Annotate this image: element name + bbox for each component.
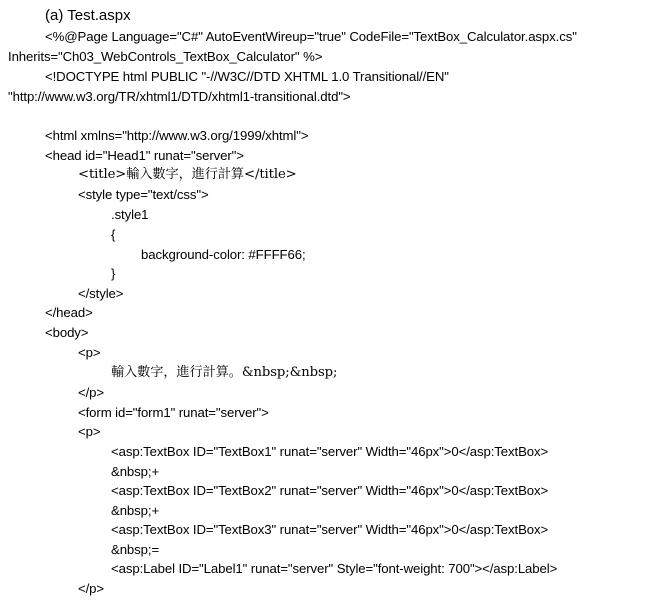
code-line-p-close-2: </p> xyxy=(78,581,105,596)
code-line-form-open: <form id="form1" runat="server"> xyxy=(78,405,269,420)
code-line-textbox2: <asp:TextBox ID="TextBox2" runat="server" Width="46px">0</asp:TextBox> xyxy=(111,483,549,498)
code-line-textbox3: <asp:TextBox ID="TextBox3" runat="server" Width="46px">0</asp:TextBox> xyxy=(111,522,549,537)
code-line-head-open: <head id="Head1" runat="server"> xyxy=(45,148,244,163)
code-line-title: <title>輸入數字，進行計算</title> xyxy=(78,167,297,182)
code-line-label1: <asp:Label ID="Label1" runat="server" Style="font-weight: 700"></asp:Label> xyxy=(111,561,558,576)
code-line-textbox1: <asp:TextBox ID="TextBox1" runat="server" Width="46px">0</asp:TextBox> xyxy=(111,444,549,459)
code-line-style-open: <style type="text/css"> xyxy=(78,187,209,202)
code-line-style-selector: .style1 xyxy=(111,207,149,222)
code-line-inherits: Inherits="Ch03_WebControls_TextBox_Calculator" %> xyxy=(8,49,323,64)
code-line-p-open: <p> xyxy=(78,345,101,360)
code-line-equals: &nbsp;= xyxy=(111,542,160,557)
code-line-plus-2: &nbsp;+ xyxy=(111,503,160,518)
code-line-brace-close: } xyxy=(111,266,116,281)
code-line-plus-1: &nbsp;+ xyxy=(111,464,160,479)
code-line-head-close: </head> xyxy=(45,305,93,320)
code-line-body-open: <body> xyxy=(45,325,89,340)
code-line-p-close: </p> xyxy=(78,385,105,400)
code-line-style-close: </style> xyxy=(78,286,124,301)
code-line-intro-text: 輸入數字，進行計算。&nbsp;&nbsp; xyxy=(111,365,338,380)
code-line-html-open: <html xmlns="http://www.w3.org/1999/xhtml"> xyxy=(45,128,309,143)
code-line-page-directive: <%@Page Language="C#" AutoEventWireup="true" CodeFile="TextBox_Calculator.aspx.cs" xyxy=(45,29,577,44)
code-line-background-color: background-color: #FFFF66; xyxy=(141,247,306,262)
code-line-dtd-url: "http://www.w3.org/TR/xhtml1/DTD/xhtml1-transitional.dtd"> xyxy=(8,89,351,104)
code-line-p-open-2: <p> xyxy=(78,424,101,439)
listing-heading: (a) Test.aspx xyxy=(45,7,131,24)
code-line-brace-open: { xyxy=(111,227,116,242)
code-line-doctype: <!DOCTYPE html PUBLIC "-//W3C//DTD XHTML 1.0 Transitional//EN" xyxy=(45,69,449,84)
